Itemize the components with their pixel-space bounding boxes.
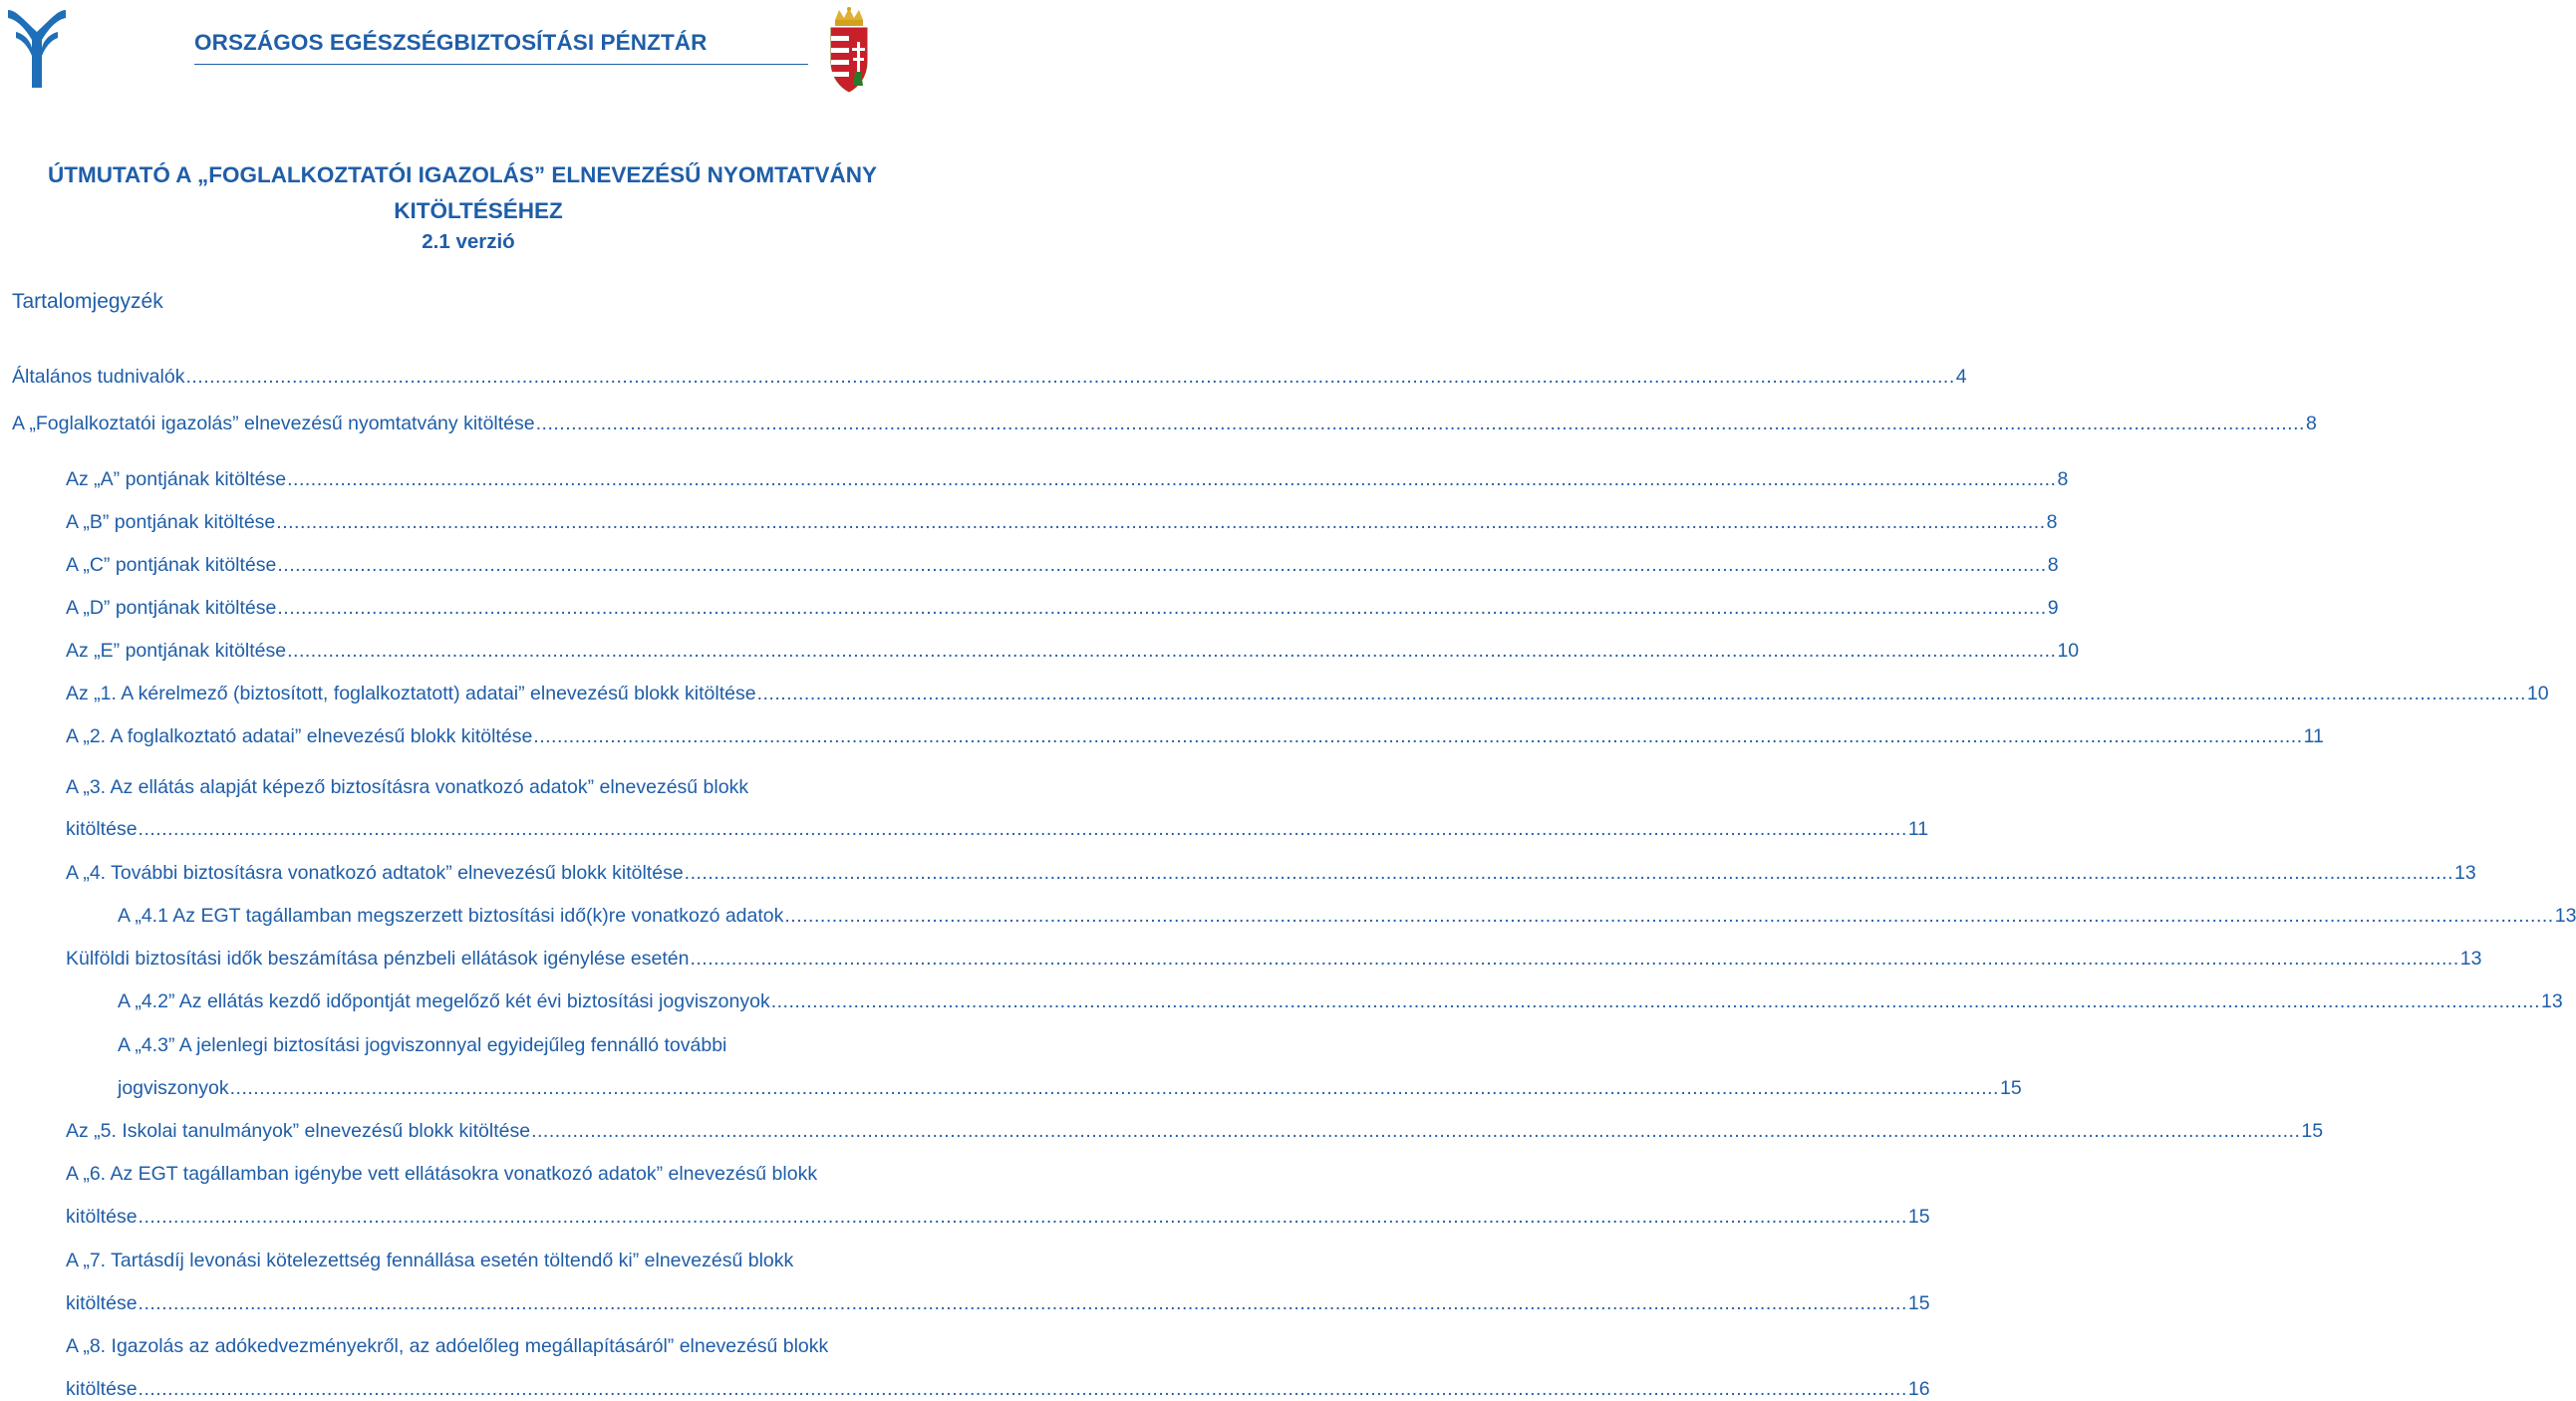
toc-entry-text: A „B” pontjának kitöltése <box>66 511 276 533</box>
toc-entry-text: A „D” pontjának kitöltése <box>66 597 277 619</box>
toc-leader-dots: ............................................................................................................................................................................................................................................................................................................ <box>138 818 1907 840</box>
toc-heading: Tartalomjegyzék <box>12 290 163 313</box>
toc-entry-page: 9 <box>2047 597 2059 619</box>
toc-entry[interactable] <box>66 1205 1930 1229</box>
toc-leader-dots: ............................................................................................................................................................................................................................................................................................................ <box>531 1120 2301 1142</box>
toc-entry-page: 10 <box>2526 683 2549 704</box>
toc-entry-page: 13 <box>2459 948 2482 970</box>
toc-entry[interactable] <box>66 724 2324 748</box>
toc-entry-text: kitöltése <box>66 1378 138 1400</box>
toc-entry-text: Az „5. Iskolai tanulmányok” elnevezésű blokk kitöltése <box>66 1120 531 1142</box>
toc-entry-page: 8 <box>2046 511 2058 533</box>
document-title-line2: KITÖLTÉSÉHEZ <box>394 198 563 223</box>
toc-leader-dots: ............................................................................................................................................................................................................................................................................................................ <box>784 905 2554 927</box>
toc-entry-text[interactable]: A „6. Az EGT tagállamban igénybe vett ellátásokra vonatkozó adatok” elnevezésű blokk <box>66 1163 818 1185</box>
toc-entry-page: 11 <box>1907 818 1929 840</box>
toc-entry-text: Az „A” pontjának kitöltése <box>66 468 287 490</box>
toc-entry[interactable] <box>66 817 1929 841</box>
toc-leader-dots: ............................................................................................................................................................................................................................................................................................................ <box>138 1206 1907 1228</box>
toc-entry-text: A „4. További biztosításra vonatkozó adtatok” elnevezésű blokk kitöltése <box>66 862 684 884</box>
toc-entry[interactable] <box>118 989 2563 1013</box>
toc-entry[interactable] <box>66 596 2059 620</box>
toc-leader-dots: ............................................................................................................................................................................................................................................................................................................ <box>138 1292 1907 1314</box>
toc-entry-page: 13 <box>2454 862 2476 884</box>
document-version: 2.1 verzió <box>422 230 515 253</box>
toc-entry[interactable] <box>66 1119 2324 1143</box>
document-title-line1: ÚTMUTATÓ A „FOGLALKOZTATÓI IGAZOLÁS” ELNEVEZÉSŰ NYOMTATVÁNY <box>47 162 878 187</box>
toc-entry-text[interactable]: A „4.3” A jelenlegi biztosítási jogviszonnyal egyidejűleg fennálló további <box>118 1034 727 1056</box>
toc-entry-page: 13 <box>2554 905 2576 927</box>
toc-entry-page: 8 <box>2305 413 2317 434</box>
toc-entry[interactable] <box>66 553 2059 577</box>
header-divider <box>194 64 808 65</box>
toc-entry-text: A „2. A foglalkoztató adatai” elnevezésű blokk kitöltése <box>66 725 533 747</box>
hungarian-coat-of-arms-icon <box>825 6 873 94</box>
toc-entry-text: kitöltése <box>66 818 138 840</box>
toc-entry[interactable] <box>66 1291 1930 1315</box>
toc-entry[interactable] <box>118 1076 2022 1100</box>
toc-leader-dots: ............................................................................................................................................................................................................................................................................................................ <box>229 1077 1999 1099</box>
toc-entry-page: 15 <box>1999 1077 2022 1099</box>
toc-entry-text: A „Foglalkoztatói igazolás” elnevezésű nyomtatvány kitöltése <box>12 413 535 434</box>
toc-entry-page: 13 <box>2541 990 2563 1012</box>
toc-entry-page: 11 <box>2303 725 2324 747</box>
oep-logo-icon <box>6 6 68 90</box>
toc-leader-dots: ............................................................................................................................................................................................................................................................................................................ <box>535 413 2305 434</box>
toc-entry-text: A „C” pontjának kitöltése <box>66 554 277 576</box>
toc-leader-dots: ............................................................................................................................................................................................................................................................................................................ <box>138 1378 1907 1400</box>
toc-entry-page: 15 <box>1907 1292 1930 1314</box>
toc-entry-page: 15 <box>2301 1120 2324 1142</box>
toc-leader-dots: ............................................................................................................................................................................................................................................................................................................ <box>756 683 2526 704</box>
toc-leader-dots: ............................................................................................................................................................................................................................................................................................................ <box>684 862 2453 884</box>
toc-entry-page: 15 <box>1907 1206 1930 1228</box>
toc-entry-text: jogviszonyok <box>118 1077 229 1099</box>
toc-entry[interactable] <box>66 467 2069 491</box>
toc-entry-text: A „4.1 Az EGT tagállamban megszerzett biztosítási idő(k)re vonatkozó adatok <box>118 905 784 927</box>
toc-entry-text: kitöltése <box>66 1206 138 1228</box>
toc-leader-dots: ............................................................................................................................................................................................................................................................................................................ <box>277 554 2047 576</box>
toc-entry-text[interactable]: A „8. Igazolás az adókedvezményekről, az adóelőleg megállapításáról” elnevezésű blokk <box>66 1335 829 1357</box>
toc-leader-dots: ............................................................................................................................................................................................................................................................................................................ <box>770 990 2541 1012</box>
toc-leader-dots: ............................................................................................................................................................................................................................................................................................................ <box>533 725 2303 747</box>
toc-entry-text: Az „1. A kérelmező (biztosított, foglalkoztatott) adatai” elnevezésű blokk kitöltése <box>66 683 756 704</box>
toc-entry-text: A „4.2” Az ellátás kezdő időpontját megelőző két évi biztosítási jogviszonyok <box>118 990 770 1012</box>
toc-entry[interactable] <box>66 510 2058 534</box>
toc-leader-dots: ............................................................................................................................................................................................................................................................................................................ <box>287 640 2057 662</box>
toc-entry-text[interactable]: A „3. Az ellátás alapját képező biztosításra vonatkozó adatok” elnevezésű blokk <box>66 776 749 798</box>
toc-entry[interactable] <box>66 682 2549 705</box>
organization-name: ORSZÁGOS EGÉSZSÉGBIZTOSÍTÁSI PÉNZTÁR <box>194 30 708 55</box>
toc-entry[interactable] <box>66 947 2482 971</box>
toc-leader-dots: ............................................................................................................................................................................................................................................................................................................ <box>287 468 2057 490</box>
toc-leader-dots: ............................................................................................................................................................................................................................................................................................................ <box>185 366 1955 388</box>
toc-entry[interactable] <box>12 412 2317 435</box>
toc-entry-page: 8 <box>2057 468 2069 490</box>
toc-entry[interactable] <box>66 1377 1930 1401</box>
toc-entry-page: 8 <box>2047 554 2059 576</box>
toc-entry-text: Általános tudnivalók <box>12 366 185 388</box>
toc-entry[interactable] <box>66 861 2476 885</box>
toc-leader-dots: ............................................................................................................................................................................................................................................................................................................ <box>276 511 2046 533</box>
toc-entry-text: kitöltése <box>66 1292 138 1314</box>
toc-entry[interactable] <box>118 904 2576 928</box>
toc-entry-text[interactable]: A „7. Tartásdíj levonási kötelezettség fennállása esetén töltendő ki” elnevezésű blokk <box>66 1250 794 1271</box>
toc-entry-page: 4 <box>1955 366 1967 388</box>
toc-leader-dots: ............................................................................................................................................................................................................................................................................................................ <box>690 948 2459 970</box>
toc-entry[interactable] <box>66 639 2080 663</box>
toc-entry-page: 10 <box>2057 640 2080 662</box>
toc-entry-page: 16 <box>1907 1378 1930 1400</box>
toc-entry-text: Külföldi biztosítási idők beszámítása pénzbeli ellátások igénylése esetén <box>66 948 690 970</box>
toc-leader-dots: ............................................................................................................................................................................................................................................................................................................ <box>277 597 2047 619</box>
toc-entry[interactable] <box>12 365 1967 389</box>
toc-entry-text: Az „E” pontjának kitöltése <box>66 640 287 662</box>
